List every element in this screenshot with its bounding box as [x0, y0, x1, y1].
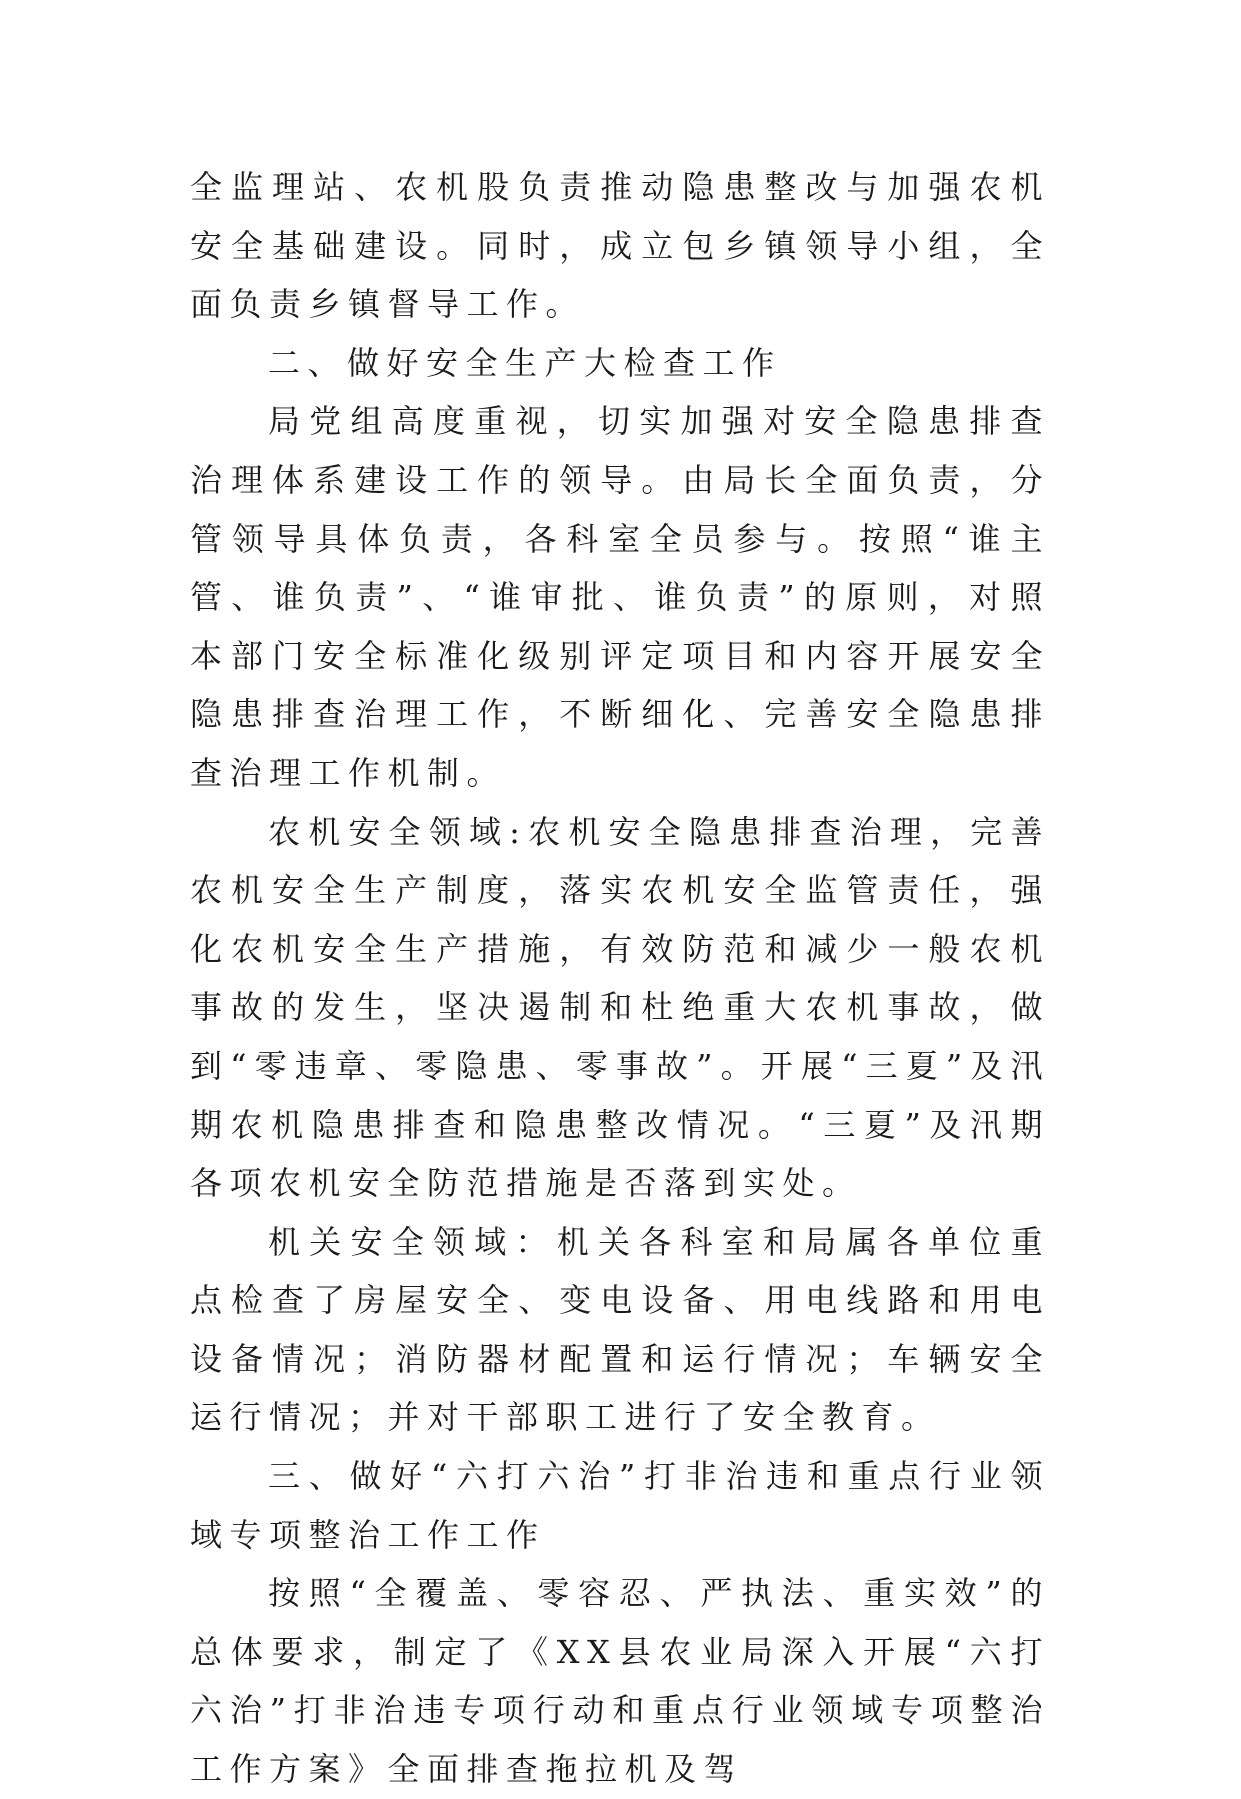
paragraph-leadership: 局党组高度重视，切实加强对安全隐患排查治理体系建设工作的领导。由局长全面负责，分管领导具体负责，各科室全员参与。按照“谁主管、谁负责”、“谁审批、谁负责”的原则，对照本部门安全标准化级别评定项目和内容开展安全隐患排查治理工作，不断细化、完善安全隐患排查治理工作机制。 — [190, 402, 1050, 792]
document-body — [190, 158, 1050, 1799]
section-heading-2: 二、做好安全生产大检查工作 — [268, 343, 782, 382]
paragraph-special-campaign: 按照“全覆盖、零容忍、严执法、重实效”的总体要求，制定了《XX县农业局深入开展“六打六治”打非治违专项行动和重点行业领域专项整治工作方案》全面排查拖拉机及驾 — [190, 1574, 1050, 1789]
paragraph-office-safety: 机关安全领域：机关各科室和局属各单位重点检查了房屋安全、变电设备、用电线路和用电设备情况；消防器材配置和运行情况；车辆安全运行情况；并对干部职工进行了安全教育。 — [190, 1222, 1050, 1437]
paragraph-continued: 全监理站、农机股负责推动隐患整改与加强农机安全基础建设。同时，成立包乡镇领导小组，全面负责乡镇督导工作。 — [190, 168, 1050, 324]
paragraph-farm-machinery-safety: 农机安全领域:农机安全隐患排查治理，完善农机安全生产制度，落实农机安全监管责任，强化农机安全生产措施，有效防范和减少一般农机事故的发生，坚决遏制和杜绝重大农机事故，做到“零违章、零隐患、零事故”。开展“三夏”及汛期农机隐患排查和隐患整改情况。“三夏”及汛期各项农机安全防范措施是否落到实处。 — [190, 812, 1050, 1203]
section-heading-3: 三、做好“六打六治”打非治违和重点行业领域专项整治工作工作 — [190, 1457, 1050, 1554]
